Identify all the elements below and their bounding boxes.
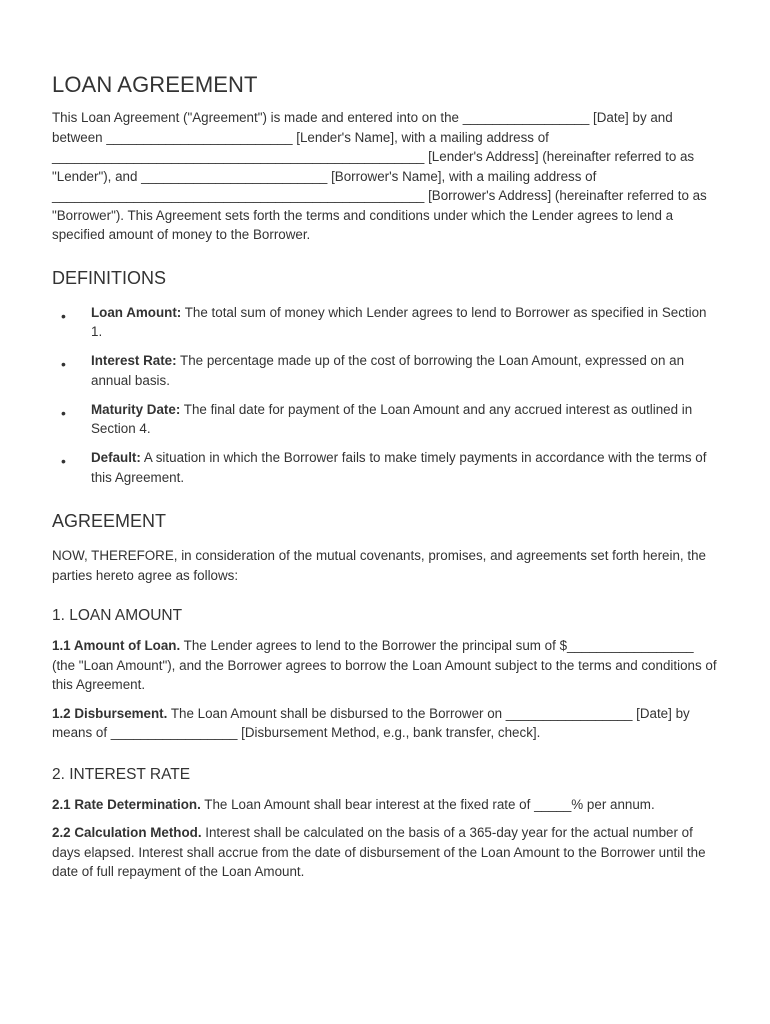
definition-text: A situation in which the Borrower fails to make timely payments in accordance with the terms of this Agreement. <box>91 450 707 485</box>
agreement-heading: AGREEMENT <box>52 511 167 531</box>
definition-text: The total sum of money which Lender agrees to lend to Borrower as specified in Section 1. <box>91 304 707 339</box>
definition-item <box>52 351 718 390</box>
definition-term: Default: <box>91 450 141 465</box>
clause-1-1 <box>52 636 718 695</box>
interest-rate-heading: 2. INTEREST RATE <box>52 765 191 783</box>
definition-term: Maturity Date: <box>91 401 181 417</box>
clause-1-2 <box>52 704 718 743</box>
intro-paragraph: This Loan Agreement ("Agreement") is made and entered into on the _________________ [Date] by and between _________________________ [Lender's Name], with a mailing address of __________________________________________________ [Lender's Address] (hereinafter referred to as "Lender"), and _________________________ [Borrower's Name], with a mailing address of __________________________________________________ [Borrower's Address] (hereinafter referred to as "Borrower"). This Agreement sets forth the terms and conditions under which the Lender agrees to lend a specified amount of money to the Borrower. <box>52 110 707 242</box>
bullet-icon: • <box>61 356 66 372</box>
clause-label: 2.1 Rate Determination. <box>52 796 201 812</box>
definition-text: The percentage made up of the cost of borrowing the Loan Amount, expressed on an annual basis. <box>91 353 685 388</box>
agreement-paragraph: NOW, THEREFORE, in consideration of the mutual covenants, promises, and agreements set forth herein, the parties hereto agree as follows: <box>52 548 706 583</box>
definitions-list <box>52 303 718 488</box>
definition-term: Interest Rate: <box>91 353 177 368</box>
clause-text: Interest shall be calculated on the basis of a 365-day year for the actual number of days elapsed. Interest shall accrue from the date of disbursement of the Loan Amount to the Borrower until the date of full repayment of the Loan Amount. <box>52 825 706 879</box>
definition-term: Loan Amount: <box>91 304 182 320</box>
definition-item <box>52 400 718 439</box>
definition-item <box>52 448 718 487</box>
document-title: LOAN AGREEMENT <box>52 72 258 97</box>
bullet-icon: • <box>61 453 66 469</box>
definition-item <box>52 303 718 342</box>
loan-amount-heading: 1. LOAN AMOUNT <box>52 607 183 624</box>
clause-text: The Lender agrees to lend to the Borrower the principal sum of $_________________ (the "Loan Amount"), and the Borrower agrees to borrow the Loan Amount subject to the terms and conditions of this Agreement. <box>52 638 717 692</box>
clause-text: The Loan Amount shall be disbursed to the Borrower on _________________ [Date] by means of _________________ [Disbursement Method, e.g., bank transfer, check]. <box>52 705 690 740</box>
definition-text: The final date for payment of the Loan Amount and any accrued interest as outlined in Section 4. <box>91 401 693 436</box>
clause-label: 1.2 Disbursement. <box>52 705 168 721</box>
clause-2-2 <box>52 823 718 882</box>
definitions-heading: DEFINITIONS <box>52 267 167 288</box>
bullet-icon: • <box>61 404 66 421</box>
clause-label: 2.2 Calculation Method. <box>52 825 202 840</box>
clause-text: The Loan Amount shall bear interest at the fixed rate of _____% per annum. <box>200 796 655 812</box>
bullet-icon: • <box>61 307 66 324</box>
clause-2-1 <box>52 795 718 815</box>
clause-label: 1.1 Amount of Loan. <box>52 638 181 653</box>
